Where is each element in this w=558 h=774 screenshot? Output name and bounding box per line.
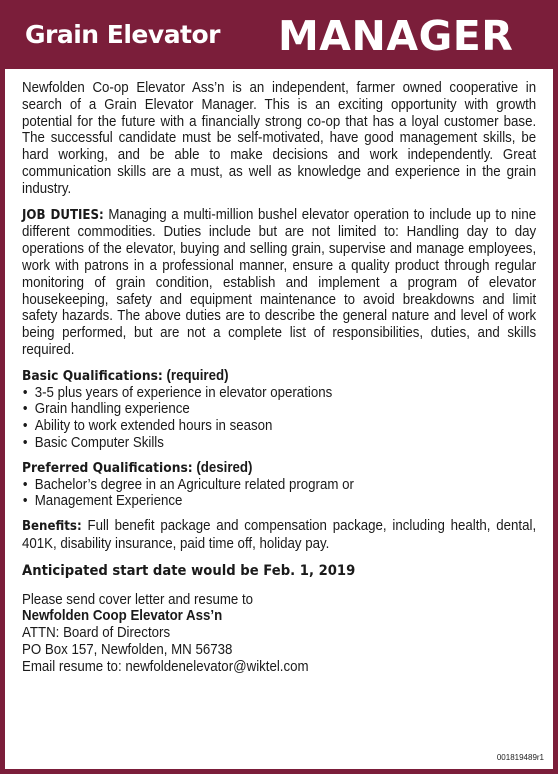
ad-body (22, 80, 536, 676)
list-item: • Management Experience (22, 493, 536, 510)
contact-block (22, 592, 536, 676)
basic-qualifications-list (22, 385, 536, 452)
header-title-big: MANAGER (278, 12, 514, 60)
preferred-qualifications-heading: Preferred Qualifications: (22, 459, 193, 476)
header-title-small: Grain Elevator (25, 20, 221, 49)
benefits-heading: Benefits: (22, 519, 82, 535)
contact-attn: ATTN: Board of Directors (22, 625, 171, 642)
job-duties-paragraph (22, 207, 536, 359)
basic-qualifications-heading: Basic Qualifications: (22, 367, 163, 384)
benefits-text: Full benefit package and compensation package, including health, dental, 401K, disability insurance, paid time off, holiday pay. (22, 518, 537, 552)
list-item: • 3-5 plus years of experience in elevator operations (22, 385, 536, 402)
intro-paragraph: Newfolden Co-op Elevator Ass’n is an independent, farmer owned cooperative in search of a Grain Elevator Manager. This is an exciting opportunity with growth potential for the future with a financially strong co-op that has a loyal customer base. The successful candidate must be self-motivated, have good management skills, be hard working, and be able to make decisions and work independently. Great communication skills are a must, as well as knowledge and experience in the grain industry. (22, 80, 537, 197)
contact-intro: Please send cover letter and resume to (22, 591, 254, 608)
reference-code: 001819489r1 (496, 753, 544, 762)
ad-header (5, 5, 553, 69)
preferred-qualifications-list (22, 477, 536, 511)
preferred-qualifications-note: (desired) (192, 459, 253, 476)
list-item: • Basic Computer Skills (22, 435, 536, 452)
benefits-paragraph (22, 518, 536, 553)
basic-qualifications-note: (required) (162, 367, 229, 384)
basic-qualifications-header (22, 368, 536, 385)
job-duties-text: Managing a multi-million bushel elevator operation to include up to nine different commodities. Duties include but are not limited to: Handling day to day operations of the elevator, buying and selling grain, supervise and manage employees, work with patrons in a professional manner, ensure a quality product through regular monitoring of grain condition, establish and implement a program of elevator housekeeping, safety and equipment maintenance to avoid breakdowns and limit safety hazards. The above duties are to describe the general nature and level of work being performed, but are not a complete list of responsibilities, duties, and skills required. (22, 206, 537, 358)
preferred-qualifications-header (22, 460, 536, 477)
job-duties-heading: JOB DUTIES: (22, 207, 104, 223)
contact-email: Email resume to: newfoldenelevator@wiktel.com (22, 658, 309, 675)
start-date-heading: Anticipated start date would be Feb. 1, 2019 (22, 562, 356, 579)
contact-name: Newfolden Coop Elevator Ass’n (22, 608, 223, 625)
list-item: • Grain handling experience (22, 401, 536, 418)
list-item: • Bachelor’s degree in an Agriculture related program or (22, 477, 536, 494)
list-item: • Ability to work extended hours in season (22, 418, 536, 435)
contact-address: PO Box 157, Newfolden, MN 56738 (22, 641, 233, 658)
